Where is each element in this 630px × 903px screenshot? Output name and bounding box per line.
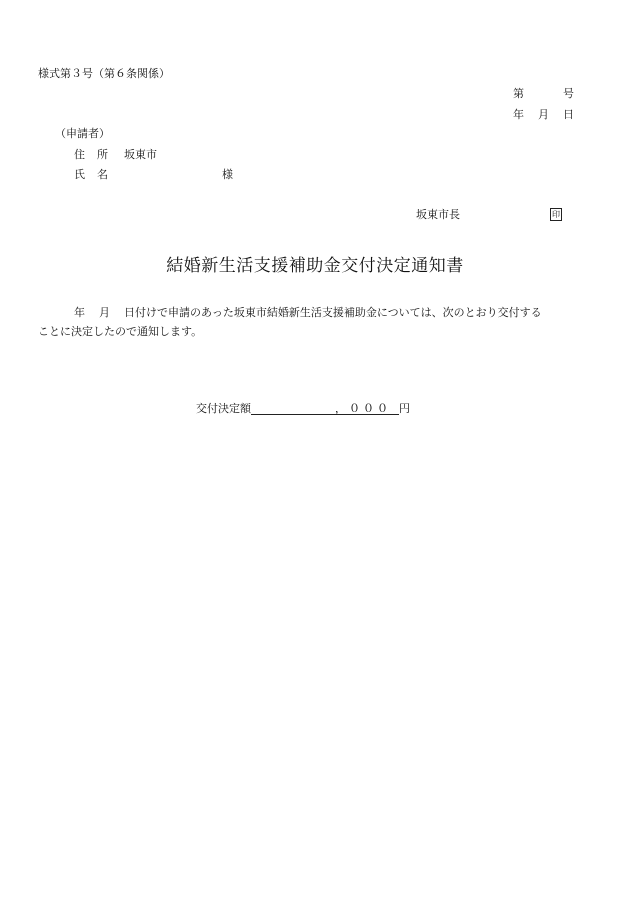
address-label-char-2: 所 bbox=[97, 148, 108, 161]
body-year: 年 bbox=[74, 306, 85, 319]
body-line-2: ことに決定したので通知します。 bbox=[38, 325, 203, 338]
amount-row bbox=[196, 403, 410, 415]
date-year-label: 年 bbox=[513, 108, 524, 121]
address-label bbox=[74, 149, 108, 160]
date-month-label: 月 bbox=[538, 108, 549, 121]
honorific: 様 bbox=[222, 168, 233, 181]
body-line-1-rest: 日付けで申請のあった坂東市結婚新生活支援補助金については、次のとおり交付する bbox=[124, 306, 542, 319]
name-label-char-2: 名 bbox=[97, 168, 108, 181]
form-number: 様式第３号（第６条関係） bbox=[38, 67, 170, 80]
issuer-title: 坂東市長 bbox=[416, 208, 460, 221]
name-label-char-1: 氏 bbox=[74, 168, 85, 181]
body-line-1 bbox=[38, 307, 542, 318]
document-number-suffix: 号 bbox=[563, 87, 574, 100]
amount-blank-field bbox=[251, 403, 335, 415]
name-label bbox=[74, 169, 108, 180]
amount-unit: 円 bbox=[399, 402, 410, 415]
seal-mark: 印 bbox=[552, 210, 560, 219]
address-label-char-1: 住 bbox=[74, 148, 85, 161]
amount-thousands-suffix: ，０００ bbox=[335, 403, 399, 415]
address-value: 坂東市 bbox=[124, 148, 157, 161]
amount-label: 交付決定額 bbox=[196, 402, 251, 415]
applicant-heading: （申請者） bbox=[55, 127, 110, 140]
document-number-prefix: 第 bbox=[513, 87, 524, 100]
body-month: 月 bbox=[99, 306, 110, 319]
document-title: 結婚新生活支援補助金交付決定通知書 bbox=[166, 256, 464, 276]
date-day-label: 日 bbox=[563, 108, 574, 121]
